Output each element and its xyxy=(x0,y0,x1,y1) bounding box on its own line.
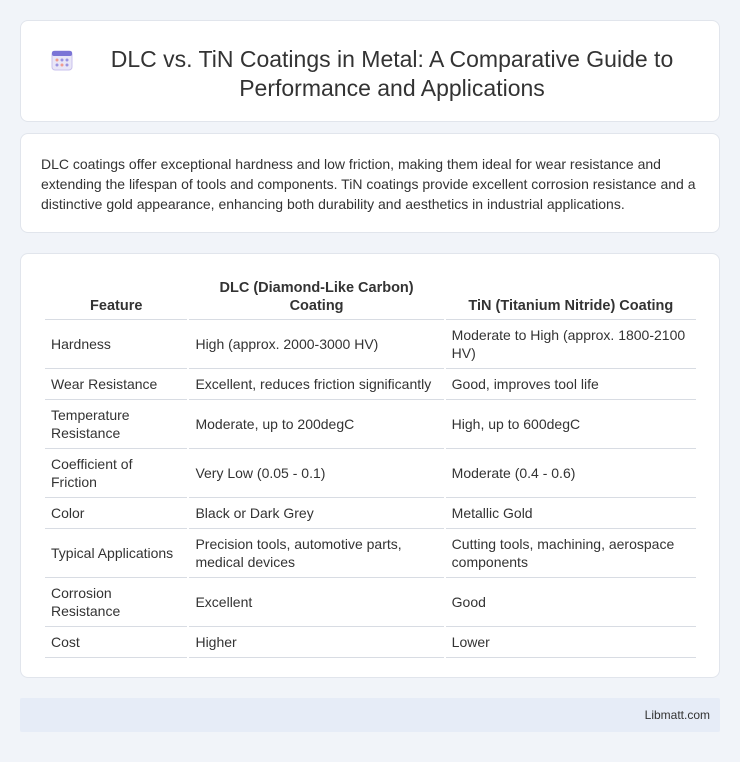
header-tin: TiN (Titanium Nitride) Coating xyxy=(446,276,696,320)
header-dlc: DLC (Diamond-Like Carbon) Coating xyxy=(189,276,443,320)
cell-dlc: Moderate, up to 200degC xyxy=(189,400,443,449)
calendar-grid-icon xyxy=(51,49,73,71)
cell-dlc: Excellent, reduces friction significantly xyxy=(189,369,443,400)
cell-feature: Temperature Resistance xyxy=(45,400,187,449)
table-row xyxy=(45,627,696,658)
table-row xyxy=(45,529,696,578)
cell-feature: Corrosion Resistance xyxy=(45,578,187,627)
cell-feature: Hardness xyxy=(45,320,187,369)
table-row xyxy=(45,320,696,369)
cell-tin: Moderate (0.4 - 0.6) xyxy=(446,449,696,498)
table-row xyxy=(45,400,696,449)
page-title: DLC vs. TiN Coatings in Metal: A Comparative Guide to Performance and Applications xyxy=(110,46,674,101)
cell-dlc: Precision tools, automotive parts, medical devices xyxy=(189,529,443,578)
cell-tin: Good, improves tool life xyxy=(446,369,696,400)
cell-tin: High, up to 600degC xyxy=(446,400,696,449)
footer xyxy=(20,698,720,732)
cell-dlc: Very Low (0.05 - 0.1) xyxy=(189,449,443,498)
title-row xyxy=(21,21,719,103)
cell-tin: Lower xyxy=(446,627,696,658)
table-row xyxy=(45,449,696,498)
table-header-row xyxy=(45,276,696,320)
title-card xyxy=(20,20,720,122)
cell-tin: Metallic Gold xyxy=(446,498,696,529)
cell-dlc: High (approx. 2000-3000 HV) xyxy=(189,320,443,369)
cell-dlc: Excellent xyxy=(189,578,443,627)
comparison-table-card xyxy=(20,253,720,678)
cell-tin: Moderate to High (approx. 1800-2100 HV) xyxy=(446,320,696,369)
comparison-table xyxy=(43,276,698,658)
cell-feature: Coefficient of Friction xyxy=(45,449,187,498)
table-row xyxy=(45,369,696,400)
cell-feature: Typical Applications xyxy=(45,529,187,578)
cell-feature: Color xyxy=(45,498,187,529)
intro-paragraph: DLC coatings offer exceptional hardness and low friction, making them ideal for wear resistance and extending the lifespan of tools and components. TiN coatings provide excellent corrosion resistance and a distinctive gold appearance, enhancing both durability and aesthetics in industrial applications. xyxy=(41,156,696,212)
cell-feature: Wear Resistance xyxy=(45,369,187,400)
cell-tin: Cutting tools, machining, aerospace components xyxy=(446,529,696,578)
footer-brand[interactable]: Libmatt.com xyxy=(644,708,710,722)
table-row xyxy=(45,498,696,529)
header-feature: Feature xyxy=(45,276,187,320)
cell-tin: Good xyxy=(446,578,696,627)
cell-dlc: Black or Dark Grey xyxy=(189,498,443,529)
cell-dlc: Higher xyxy=(189,627,443,658)
intro-card xyxy=(20,133,720,233)
cell-feature: Cost xyxy=(45,627,187,658)
table-row xyxy=(45,578,696,627)
